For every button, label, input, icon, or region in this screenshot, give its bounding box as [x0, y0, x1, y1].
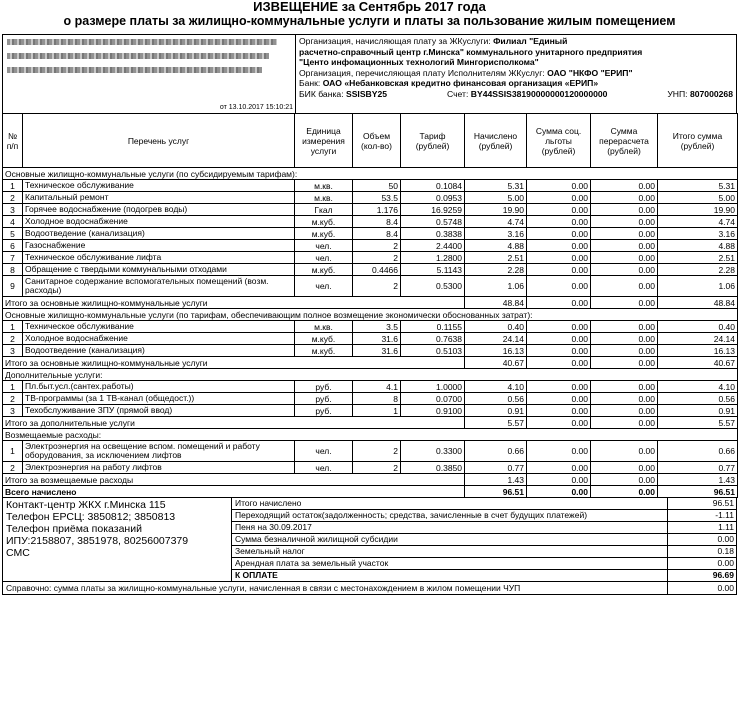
recalc-cell: 0.00 — [591, 192, 658, 204]
unit-cell: чел. — [295, 252, 353, 264]
row-number: 9 — [3, 276, 23, 297]
recalc-cell: 0.00 — [591, 345, 658, 357]
unp-label: УНП: — [667, 88, 690, 99]
col-unit: Единица измерения услуги — [295, 114, 353, 168]
contact-readings-phones: ИПУ:2158807, 3851978, 80256007379 — [6, 535, 189, 547]
table-row — [3, 345, 738, 357]
summary-label: Переходящий остаток(задолженность; средства, зачисленные в счет будущих платежей) — [232, 510, 668, 521]
unit-cell: м.куб. — [295, 228, 353, 240]
exec-label: Организация, перечисляющая плату Исполнителям ЖКуслуг: — [299, 67, 548, 78]
total-cell: 19.90 — [658, 204, 738, 216]
social-cell: 0.00 — [527, 216, 591, 228]
recalc-cell: 0.00 — [591, 264, 658, 276]
accrued-cell: 3.16 — [465, 228, 527, 240]
accrued-cell: 4.10 — [465, 381, 527, 393]
unit-cell: м.куб. — [295, 345, 353, 357]
summary-value: 0.18 — [717, 546, 734, 556]
unit-cell: руб. — [295, 381, 353, 393]
table-row — [3, 264, 738, 276]
service-name: Холодное водоснабжение — [23, 333, 295, 345]
table-row — [3, 204, 738, 216]
recalc-cell: 0.00 — [591, 405, 658, 417]
total-cell: 0.91 — [658, 405, 738, 417]
contact-readings: Телефон приёма показаний — [6, 523, 142, 535]
section-total-label: Итого за возмещаемые расходы — [3, 474, 465, 486]
tariff-cell: 0.5300 — [401, 276, 465, 297]
reference-note-label: Справочно: сумма платы за жилищно-коммунальные услуги, начисленная в связи с местонахождением в жилом помещении ЧУП — [3, 582, 668, 594]
service-name: Техническое обслуживание — [23, 180, 295, 192]
tariff-cell: 0.0953 — [401, 192, 465, 204]
total-cell: 0.66 — [658, 441, 738, 462]
table-header-row — [3, 114, 738, 168]
qty-cell: 2 — [353, 276, 401, 297]
payer-info-redacted — [3, 35, 296, 113]
section-total-row — [3, 417, 738, 429]
summary-row — [232, 534, 736, 546]
tariff-cell: 0.1155 — [401, 321, 465, 333]
contact-phone: Телефон ЕРСЦ: 3850812; 3850813 — [6, 511, 176, 523]
summary-row — [232, 570, 736, 581]
table-row — [3, 462, 738, 474]
service-name: Санитарное содержание вспомогательных помещений (возм. расходы) — [23, 276, 295, 297]
tariff-cell: 5.1143 — [401, 264, 465, 276]
social-cell: 0.00 — [527, 228, 591, 240]
social-cell: 0.00 — [527, 357, 591, 369]
section-title: Основные жилищно-коммунальные услуги (по тарифам, обеспечивающим полное возмещение экономически обоснованных затрат): — [3, 309, 738, 321]
contacts — [3, 498, 232, 581]
service-name: Техобслуживание ЗПУ (прямой ввод) — [23, 405, 295, 417]
unit-cell: м.кв. — [295, 180, 353, 192]
unit-cell: руб. — [295, 393, 353, 405]
accrued-cell: 4.74 — [465, 216, 527, 228]
service-name: Техническое обслуживание лифта — [23, 252, 295, 264]
social-cell: 0.00 — [527, 240, 591, 252]
summary-value: 96.51 — [712, 498, 734, 508]
reference-note-value: 0.00 — [717, 583, 734, 593]
summary-row — [232, 558, 736, 570]
social-cell: 0.00 — [527, 486, 591, 498]
tariff-cell: 2.4400 — [401, 240, 465, 252]
organization-info — [296, 35, 736, 113]
section-title: Основные жилищно-коммунальные услуги (по субсидируемым тарифам): — [3, 168, 738, 180]
social-cell: 0.00 — [527, 393, 591, 405]
recalc-cell: 0.00 — [591, 357, 658, 369]
accrued-cell: 0.56 — [465, 393, 527, 405]
qty-cell: 2 — [353, 441, 401, 462]
social-cell: 0.00 — [527, 333, 591, 345]
service-name: Электроэнергия на работу лифтов — [23, 462, 295, 474]
qty-cell: 8 — [353, 393, 401, 405]
recalc-cell: 0.00 — [591, 204, 658, 216]
recalc-cell: 0.00 — [591, 441, 658, 462]
service-name: Водоотведение (канализация) — [23, 228, 295, 240]
social-cell: 0.00 — [527, 405, 591, 417]
bank-name: ОАО «Небанковская кредитно финансовая организация «ЕРИП» — [322, 78, 599, 88]
tariff-cell: 0.7638 — [401, 333, 465, 345]
total-cell: 96.51 — [658, 486, 738, 498]
org-name-line2: расчетно-справочный центр г.Минска" коммунального унитарного предприятия — [299, 46, 643, 57]
recalc-cell: 0.00 — [591, 276, 658, 297]
total-cell: 24.14 — [658, 333, 738, 345]
grand-total-row — [3, 486, 738, 498]
tariff-cell: 0.0700 — [401, 393, 465, 405]
service-name: Газоснабжение — [23, 240, 295, 252]
summary-row — [232, 546, 736, 558]
total-cell: 5.57 — [658, 417, 738, 429]
reference-note — [2, 582, 737, 595]
section-header-row — [3, 168, 738, 180]
unit-cell: Гкал — [295, 204, 353, 216]
summary-row — [232, 510, 736, 522]
total-cell: 0.56 — [658, 393, 738, 405]
summary-value: -1.11 — [715, 510, 734, 520]
tariff-cell: 1.0000 — [401, 381, 465, 393]
notice-title — [2, 0, 737, 28]
total-cell: 3.16 — [658, 228, 738, 240]
unit-cell: чел. — [295, 462, 353, 474]
header-block — [2, 34, 737, 113]
accrued-cell: 1.43 — [465, 474, 527, 486]
col-tariff: Тариф (рублей) — [401, 114, 465, 168]
social-cell: 0.00 — [527, 417, 591, 429]
social-cell: 0.00 — [527, 441, 591, 462]
section-total-row — [3, 474, 738, 486]
account-label: Счет: — [446, 88, 471, 99]
summary-value: 0.00 — [717, 534, 734, 544]
footer-block — [2, 498, 737, 582]
col-accrued: Начислено (рублей) — [465, 114, 527, 168]
unit-cell: чел. — [295, 276, 353, 297]
unit-cell: м.куб. — [295, 333, 353, 345]
service-name: Обращение с твердыми коммунальными отходами — [23, 264, 295, 276]
title-period: за Сентябрь 2017 года — [338, 0, 486, 14]
tariff-cell: 0.1084 — [401, 180, 465, 192]
recalc-cell: 0.00 — [591, 417, 658, 429]
row-number: 6 — [3, 240, 23, 252]
accrued-cell: 5.57 — [465, 417, 527, 429]
accrued-cell: 0.77 — [465, 462, 527, 474]
summary-label: Арендная плата за земельный участок — [232, 558, 668, 569]
recalc-cell: 0.00 — [591, 321, 658, 333]
table-row — [3, 192, 738, 204]
recalc-cell: 0.00 — [591, 252, 658, 264]
tariff-cell: 0.9100 — [401, 405, 465, 417]
accrued-cell: 0.66 — [465, 441, 527, 462]
social-cell: 0.00 — [527, 345, 591, 357]
col-recalculation: Сумма перерасчета (рублей) — [591, 114, 658, 168]
notice-page — [2, 0, 737, 595]
summary-value: 0.00 — [717, 558, 734, 568]
qty-cell: 1.176 — [353, 204, 401, 216]
accrued-cell: 2.51 — [465, 252, 527, 264]
section-total-row — [3, 357, 738, 369]
summary-label: К ОПЛАТЕ — [232, 570, 668, 581]
row-number: 3 — [3, 345, 23, 357]
contact-sms: СМС — [6, 547, 30, 559]
table-row — [3, 441, 738, 462]
service-name: Электроэнергия на освещение вспом. помещений и работу оборудования, за исключением лифтов — [23, 441, 295, 462]
tariff-cell: 0.5748 — [401, 216, 465, 228]
summary-label: Итого начислено — [232, 498, 668, 509]
social-cell: 0.00 — [527, 474, 591, 486]
accrued-cell: 2.28 — [465, 264, 527, 276]
row-number: 1 — [3, 441, 23, 462]
title-word: ИЗВЕЩЕНИЕ — [253, 0, 339, 14]
total-cell: 5.31 — [658, 180, 738, 192]
table-row — [3, 381, 738, 393]
bik-value: SSISBY25 — [345, 88, 388, 99]
accrued-cell: 0.91 — [465, 405, 527, 417]
service-name: Капитальный ремонт — [23, 192, 295, 204]
service-name: ТВ-программы (за 1 ТВ-канал (общедост.)) — [23, 393, 295, 405]
social-cell: 0.00 — [527, 297, 591, 309]
recalc-cell: 0.00 — [591, 240, 658, 252]
payment-summary — [232, 498, 736, 581]
section-header-row — [3, 309, 738, 321]
recalc-cell: 0.00 — [591, 474, 658, 486]
total-cell: 2.51 — [658, 252, 738, 264]
grand-total-label: Всего начислено — [3, 486, 465, 498]
total-cell: 4.74 — [658, 216, 738, 228]
unit-cell: чел. — [295, 441, 353, 462]
col-social-benefit: Сумма соц. льготы (рублей) — [527, 114, 591, 168]
accrued-cell: 5.31 — [465, 180, 527, 192]
row-number: 4 — [3, 216, 23, 228]
social-cell: 0.00 — [527, 180, 591, 192]
social-cell: 0.00 — [527, 321, 591, 333]
org-label: Организация, начисляющая плату за ЖКуслуги: — [299, 36, 494, 46]
accrued-cell: 40.67 — [465, 357, 527, 369]
row-number: 5 — [3, 228, 23, 240]
qty-cell: 8.4 — [353, 228, 401, 240]
row-number: 2 — [3, 393, 23, 405]
bik-label: БИК банка: — [299, 88, 346, 99]
tariff-cell: 0.3300 — [401, 441, 465, 462]
accrued-cell: 96.51 — [465, 486, 527, 498]
table-row — [3, 276, 738, 297]
tariff-cell: 16.9259 — [401, 204, 465, 216]
accrued-cell: 24.14 — [465, 333, 527, 345]
issue-date: от 13.10.2017 15:10:21 — [219, 104, 293, 111]
recalc-cell: 0.00 — [591, 216, 658, 228]
total-cell: 5.00 — [658, 192, 738, 204]
recalc-cell: 0.00 — [591, 393, 658, 405]
col-qty: Объем (кол-во) — [353, 114, 401, 168]
row-number: 3 — [3, 405, 23, 417]
table-row — [3, 405, 738, 417]
exec-name: ОАО "НКФО "ЕРИП" — [547, 67, 633, 78]
accrued-cell: 19.90 — [465, 204, 527, 216]
row-number: 2 — [3, 462, 23, 474]
unit-cell: м.куб. — [295, 264, 353, 276]
qty-cell: 53.5 — [353, 192, 401, 204]
service-name: Холодное водоснабжение — [23, 216, 295, 228]
unit-cell: м.куб. — [295, 216, 353, 228]
accrued-cell: 48.84 — [465, 297, 527, 309]
table-row — [3, 252, 738, 264]
section-total-label: Итого за дополнительные услуги — [3, 417, 465, 429]
recalc-cell: 0.00 — [591, 297, 658, 309]
unit-cell: м.кв. — [295, 192, 353, 204]
section-total-label: Итого за основные жилищно-коммунальные услуги — [3, 297, 465, 309]
table-body — [3, 168, 738, 498]
section-total-row — [3, 297, 738, 309]
service-name: Пл.быт.усл.(сантех.работы) — [23, 381, 295, 393]
summary-label: Пеня на 30.09.2017 — [232, 522, 668, 533]
accrued-cell: 0.40 — [465, 321, 527, 333]
qty-cell: 2 — [353, 240, 401, 252]
social-cell: 0.00 — [527, 192, 591, 204]
unit-cell: руб. — [295, 405, 353, 417]
table-row — [3, 216, 738, 228]
table-row — [3, 333, 738, 345]
qty-cell: 0.4466 — [353, 264, 401, 276]
service-name: Техническое обслуживание — [23, 321, 295, 333]
unp-value: 807000268 — [689, 88, 733, 99]
qty-cell: 4.1 — [353, 381, 401, 393]
recalc-cell: 0.00 — [591, 228, 658, 240]
social-cell: 0.00 — [527, 462, 591, 474]
qty-cell: 2 — [353, 462, 401, 474]
service-name: Горячее водоснабжение (подогрев воды) — [23, 204, 295, 216]
unit-cell: м.кв. — [295, 321, 353, 333]
total-cell: 40.67 — [658, 357, 738, 369]
tariff-cell: 0.3850 — [401, 462, 465, 474]
service-name: Водоотведение (канализация) — [23, 345, 295, 357]
recalc-cell: 0.00 — [591, 180, 658, 192]
table-row — [3, 180, 738, 192]
total-cell: 1.43 — [658, 474, 738, 486]
qty-cell: 1 — [353, 405, 401, 417]
row-number: 1 — [3, 180, 23, 192]
qty-cell: 8.4 — [353, 216, 401, 228]
accrued-cell: 1.06 — [465, 276, 527, 297]
row-number: 2 — [3, 333, 23, 345]
row-number: 1 — [3, 321, 23, 333]
row-number: 7 — [3, 252, 23, 264]
social-cell: 0.00 — [527, 252, 591, 264]
summary-value: 96.69 — [712, 570, 734, 580]
summary-label: Земельный налог — [232, 546, 668, 557]
summary-label: Сумма безналичной жилищной субсидии — [232, 534, 668, 545]
recalc-cell: 0.00 — [591, 486, 658, 498]
services-table — [2, 113, 738, 498]
bank-label: Банк: — [299, 78, 323, 88]
section-title: Дополнительные услуги: — [3, 369, 738, 381]
summary-row — [232, 498, 736, 510]
row-number: 8 — [3, 264, 23, 276]
social-cell: 0.00 — [527, 381, 591, 393]
section-header-row — [3, 369, 738, 381]
col-number: № п/п — [3, 114, 23, 168]
org-name: Филиал "Единый — [493, 36, 568, 46]
col-total: Итого сумма (рублей) — [658, 114, 738, 168]
tariff-cell: 0.3838 — [401, 228, 465, 240]
row-number: 1 — [3, 381, 23, 393]
total-cell: 16.13 — [658, 345, 738, 357]
total-cell: 2.28 — [658, 264, 738, 276]
total-cell: 48.84 — [658, 297, 738, 309]
contact-center: Контакт-центр ЖКХ г.Минска 115 — [6, 499, 166, 511]
tariff-cell: 0.5103 — [401, 345, 465, 357]
accrued-cell: 16.13 — [465, 345, 527, 357]
social-cell: 0.00 — [527, 264, 591, 276]
total-cell: 4.88 — [658, 240, 738, 252]
section-header-row — [3, 429, 738, 441]
recalc-cell: 0.00 — [591, 333, 658, 345]
tariff-cell: 1.2800 — [401, 252, 465, 264]
qty-cell: 50 — [353, 180, 401, 192]
total-cell: 4.10 — [658, 381, 738, 393]
summary-row — [232, 522, 736, 534]
summary-value: 1.11 — [718, 522, 734, 532]
section-title: Возмещаемые расходы: — [3, 429, 738, 441]
table-row — [3, 228, 738, 240]
total-cell: 0.40 — [658, 321, 738, 333]
title-subject: о размере платы за жилищно-коммунальные услуги и платы за пользование жилым помещением — [63, 14, 676, 28]
section-total-label: Итого за основные жилищно-коммунальные услуги — [3, 357, 465, 369]
table-row — [3, 321, 738, 333]
qty-cell: 31.6 — [353, 333, 401, 345]
org-name-line3: "Центо инфомационных технологий Мингорисполкома" — [299, 57, 539, 67]
qty-cell: 3.5 — [353, 321, 401, 333]
recalc-cell: 0.00 — [591, 381, 658, 393]
recalc-cell: 0.00 — [591, 462, 658, 474]
total-cell: 0.77 — [658, 462, 738, 474]
qty-cell: 31.6 — [353, 345, 401, 357]
accrued-cell: 5.00 — [465, 192, 527, 204]
total-cell: 1.06 — [658, 276, 738, 297]
account-value: BY44SSIS38190000000120000000 — [470, 88, 608, 99]
table-row — [3, 240, 738, 252]
unit-cell: чел. — [295, 240, 353, 252]
table-row — [3, 393, 738, 405]
qty-cell: 2 — [353, 252, 401, 264]
social-cell: 0.00 — [527, 276, 591, 297]
accrued-cell: 4.88 — [465, 240, 527, 252]
row-number: 2 — [3, 192, 23, 204]
social-cell: 0.00 — [527, 204, 591, 216]
col-service: Перечень услуг — [23, 114, 295, 168]
row-number: 3 — [3, 204, 23, 216]
